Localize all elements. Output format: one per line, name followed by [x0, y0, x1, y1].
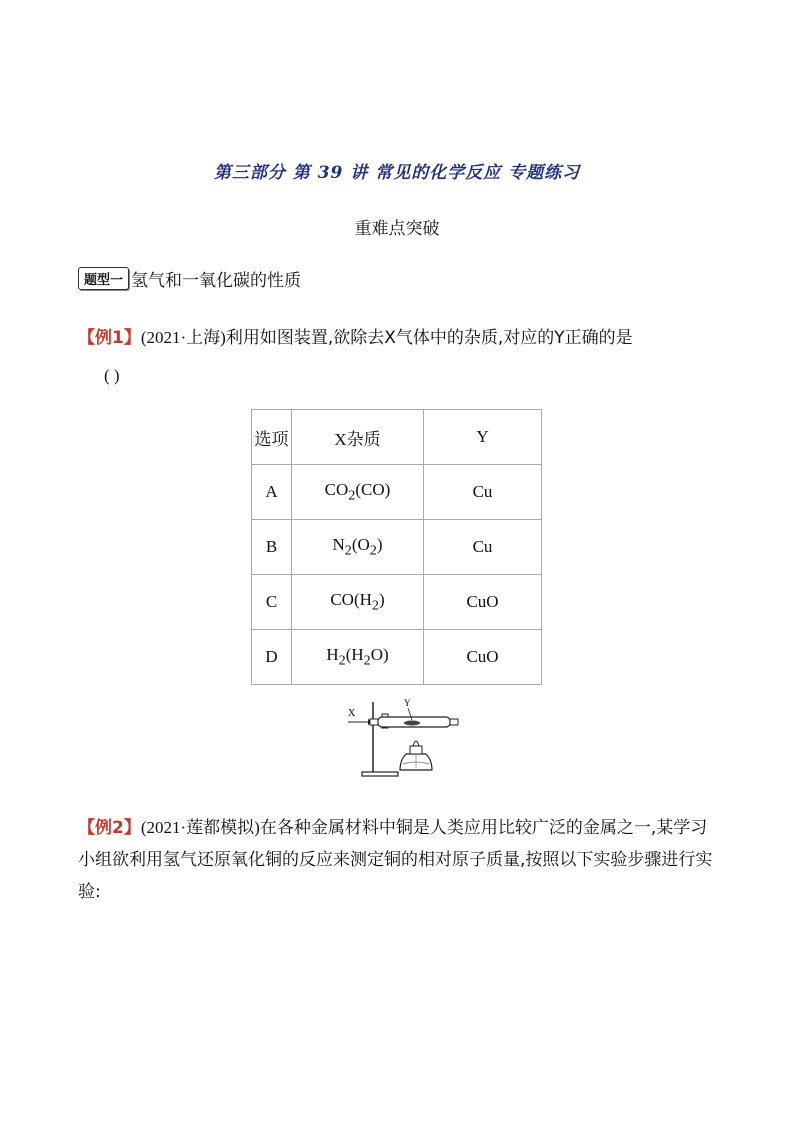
header-cell-x: X杂质: [292, 410, 424, 465]
example-1: [78, 322, 723, 354]
y-reagent: Cu: [424, 465, 542, 520]
y-reagent: CuO: [424, 630, 542, 685]
section-badge: 题型一: [78, 267, 129, 290]
option-letter: B: [252, 520, 292, 575]
example-2-text: 在各种金属材料中铜是人类应用比较广泛的金属之一,某学习小组欲利用氢气还原氧化铜的反应来测定铜的相对原子质量,按照以下实验步骤进行实验:: [78, 818, 713, 902]
header-cell-y: Y: [424, 410, 542, 465]
option-letter: D: [252, 630, 292, 685]
header-cell-option: 选项: [252, 410, 292, 465]
table-row: [252, 575, 542, 630]
options-table: [251, 409, 542, 685]
x-impurity: $CO(H_2)$: [292, 575, 424, 630]
example-2-tag: 【例2】: [78, 818, 141, 838]
example-1-source: (2021·上海): [140, 328, 226, 347]
x-impurity: $CO_2(CO)$: [292, 465, 424, 520]
example-1-text: 利用如图装置,欲除去X气体中的杂质,对应的Y正确的是: [225, 328, 633, 348]
label-x: X: [348, 708, 356, 719]
section-text: 氢气和一氧化碳的性质: [131, 271, 302, 291]
option-letter: C: [252, 575, 292, 630]
label-y: Y: [404, 698, 411, 708]
page-subtitle: 重难点突破: [354, 219, 440, 239]
table-row: [252, 630, 542, 685]
answer-blank: ( ): [104, 366, 120, 385]
y-reagent: CuO: [424, 575, 542, 630]
reagent-y: [404, 721, 420, 726]
apparatus-figure: [340, 694, 470, 782]
table-row: [252, 465, 542, 520]
stand-base: [362, 772, 398, 776]
x-impurity: $H_2(H_2O)$: [292, 630, 424, 685]
page-title: 第三部分 第 39 讲 常见的化学反应 专题练习: [213, 163, 581, 183]
y-reagent: Cu: [424, 520, 542, 575]
flame-icon: [413, 741, 419, 746]
example-2: [78, 812, 723, 908]
example-1-tag: 【例1】: [78, 328, 141, 348]
example-2-source: (2021·莲都模拟): [140, 818, 260, 837]
x-impurity: $N_2(O_2)$: [292, 520, 424, 575]
table-header-row: [252, 410, 542, 465]
option-letter: A: [252, 465, 292, 520]
section-heading: [78, 266, 301, 291]
table-row: [252, 520, 542, 575]
